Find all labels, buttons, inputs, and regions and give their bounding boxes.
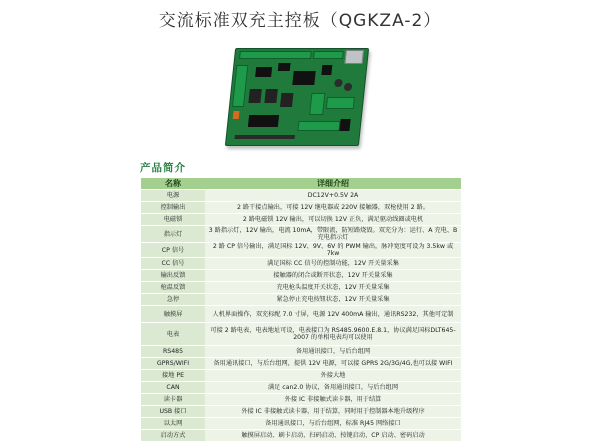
row-name: 急停: [141, 294, 205, 306]
pcb-board-photo: [222, 34, 372, 154]
row-name: 枪温反馈: [141, 282, 205, 294]
table-row: [141, 190, 461, 202]
table-row: [141, 258, 461, 270]
row-name: 电磁锁: [141, 214, 205, 226]
table-row: [141, 226, 461, 243]
relay: [264, 89, 277, 103]
row-desc: 3 路指示灯，12V 输出，电流 10mA，带限流，防短路烧毁。双充分为：运行、A 充电、B 充电指示灯: [205, 226, 461, 243]
chip: [321, 65, 332, 75]
row-name: 输出反馈: [141, 270, 205, 282]
row-desc: 紧急停止充电按钮状态，12V 开关量采集: [205, 294, 461, 306]
row-desc: 备用通讯接口，与后台组网，提供 12V 电源，可以接 GPRS 2G/3G/4G,也可以接 WIFI: [205, 358, 461, 370]
row-name: 以太网: [141, 418, 205, 430]
row-desc: 人机界面操作，双充标配 7.0 寸屏，电源 12V 400mA 输出，通讯RS232，其他可定制: [205, 306, 461, 323]
table-row: [141, 294, 461, 306]
terminal-block: [313, 51, 344, 59]
table-row: [141, 406, 461, 418]
header-name: 名称: [141, 178, 205, 190]
section-title: 产品简介: [140, 162, 186, 174]
row-desc: 备用通讯接口，与后台组网，标准 RJ45 网络接口: [205, 418, 461, 430]
row-name: 接地 PE: [141, 370, 205, 382]
relay: [248, 89, 261, 103]
table-row: [141, 358, 461, 370]
row-name: 电源: [141, 190, 205, 202]
row-desc: 满足国标 CC 信号的控制功能，12V 开关量采集: [205, 258, 461, 270]
row-name: 指示灯: [141, 226, 205, 243]
row-name: CP 信号: [141, 243, 205, 258]
row-name: RS485: [141, 346, 205, 358]
connector: [248, 115, 279, 127]
relay: [280, 93, 293, 107]
main-chip: [292, 71, 315, 85]
row-name: CAN: [141, 382, 205, 394]
table-body: [141, 190, 461, 442]
terminal-block: [297, 121, 340, 131]
row-desc: 满足 can2.0 协议，备用通讯接口，与后台组网: [205, 382, 461, 394]
row-desc: 外接 IC 非接触式读卡器，用于结算: [205, 394, 461, 406]
chip: [339, 119, 350, 131]
table-row: [141, 370, 461, 382]
table-row: [141, 418, 461, 430]
pin-header: [235, 135, 295, 139]
header-desc: 详细介绍: [205, 178, 461, 190]
row-name: CC 信号: [141, 258, 205, 270]
terminal-block: [232, 65, 248, 107]
row-desc: DC12V+0.5V 2A: [205, 190, 461, 202]
row-name: USB 接口: [141, 406, 205, 418]
page-title: 交流标准双充主控板（QGKZA-2）: [158, 11, 442, 31]
table-row: [141, 382, 461, 394]
spec-table: [141, 178, 461, 442]
table-row: [141, 282, 461, 294]
row-name: 控制输出: [141, 202, 205, 214]
table-row: [141, 243, 461, 258]
row-desc: 外接 IC 非接触式读卡器，用于结算，同时用于控制器本地升级程序: [205, 406, 461, 418]
table-row: [141, 270, 461, 282]
table-header-row: [141, 178, 461, 190]
row-name: 读卡器: [141, 394, 205, 406]
terminal-block: [326, 97, 355, 109]
row-desc: 充电枪头温度开关状态，12V 开关量采集: [205, 282, 461, 294]
fuse: [233, 111, 240, 119]
terminal-block: [309, 93, 325, 115]
row-desc: 可接 2 路电表，电表地址可设，电表接口为 RS485.9600.E.8.1，协议满足国标DLT645-2007 的单相电表均可以使用: [205, 323, 461, 346]
table-row: [141, 214, 461, 226]
row-desc: 2 路电磁锁 12V 输出，可以切换 12V 正负，满足驱动线圈或电机: [205, 214, 461, 226]
row-name: GPRS/WIFI: [141, 358, 205, 370]
row-name: 电表: [141, 323, 205, 346]
chip: [278, 63, 291, 71]
ethernet-port: [344, 50, 363, 64]
table-row: [141, 394, 461, 406]
row-desc: 外接大地: [205, 370, 461, 382]
chip: [255, 67, 272, 77]
terminal-block: [239, 51, 312, 59]
table-row: [141, 346, 461, 358]
row-desc: 备用通讯接口，与后台组网: [205, 346, 461, 358]
row-desc: 2 路 CP 信号输出，满足国标 12V、9V、6V 的 PWM 输出，脉冲宽度可设为 3.5kw 或 7kw: [205, 243, 461, 258]
row-desc: 接触器的闭合或断开状态，12V 开关量采集: [205, 270, 461, 282]
row-name: 启动方式: [141, 430, 205, 442]
table-row: [141, 202, 461, 214]
table-row: [141, 323, 461, 346]
row-name: 触摸屏: [141, 306, 205, 323]
row-desc: 2 路干接点输出，可接 12V 继电器或 220V 接触器，双枪使用 2 路。: [205, 202, 461, 214]
table-row: [141, 306, 461, 323]
capacitor: [334, 79, 343, 87]
pcb-board: [225, 48, 369, 146]
row-desc: 触摸屏启动、刷卡启动、扫码启动、按键启动、CP 启动、密码启动: [205, 430, 461, 442]
capacitor: [344, 83, 353, 91]
